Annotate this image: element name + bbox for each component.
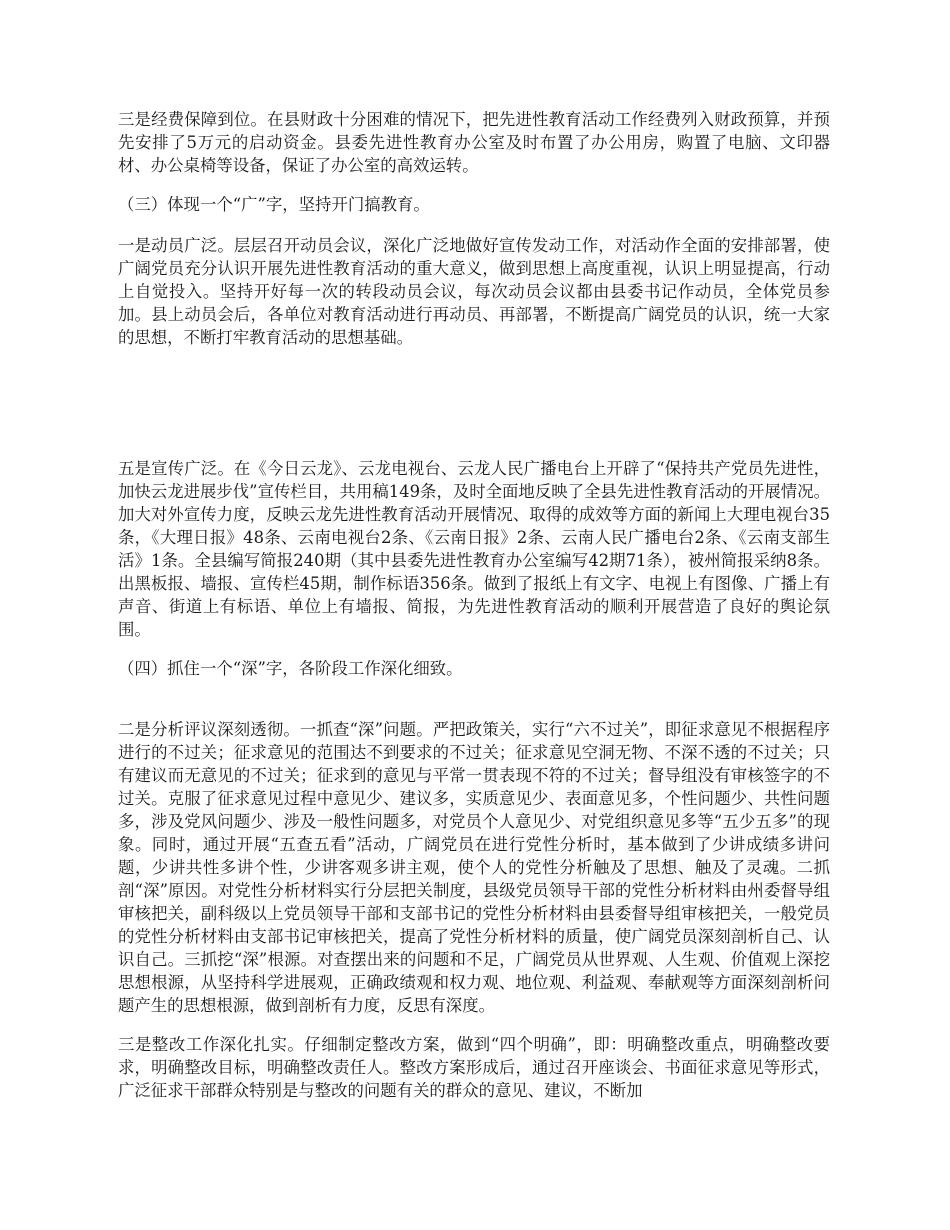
section-heading-4: （四）抓住一个“深”字，各阶段工作深化细致。 bbox=[118, 659, 463, 678]
paragraph-rectification: 三是整改工作深化扎实。仔细制定整改方案，做到“四个明确”，即：明确整改重点，明确整改要求，明确整改目标，明确整改责任人。整改方案形成后，通过召开座谈会、书面征求意见等形式，广泛征求干部群众特别是与整改的问题有关的群众的意见、建议，不断加 bbox=[118, 1035, 830, 1100]
paragraph-analysis: 二是分析评议深刻透彻。一抓查“深”问题。严把政策关，实行“六不过关”，即征求意见不根据程序进行的不过关；征求意见的范围达不到要求的不过关；征求意见空洞无物、不深不透的不过关；只有建议而无意见的不过关；征求到的意见与平常一贯表现不符的不过关；督导组没有审核签字的不过关。克服了征求意见过程中意见少、建议多，实质意见少、表面意见多，个性问题少、共性问题多，涉及党风问题少、涉及一般性问题多，对党员个人意见少、对党组织意见多等“五少五多”的现象。同时，通过开展“五查五看”活动，广阔党员在进行党性分析时，基本做到了少讲成绩多讲问题，少讲共性多讲个性，少讲客观多讲主观，使个人的党性分析触及了思想、触及了灵魂。二抓剖“深”原因。对党性分析材料实行分层把关制度，县级党员领导干部的党性分析材料由州委督导组审核把关，副科级以上党员领导干部和支部书记的党性分析材料由县委督导组审核把关，一般党员的党性分析材料由支部书记审核把关，提高了党性分析材料的质量，使广阔党员深刻剖析自己、认识自己。三抓挖“深”根源。对查摆出来的问题和不足，广阔党员从世界观、人生观、价值观上深挖思想根源，从坚持科学进展观，正确政绩观和权力观、地位观、利益观、奉献观等方面深刻剖析问题产生的思想根源，做到剖析有力度，反思有深度。 bbox=[118, 720, 830, 1015]
paragraph-funding: 三是经费保障到位。在县财政十分困难的情况下，把先进性教育活动工作经费列入财政预算，并预先安排了5万元的启动资金。县委先进性教育办公室及时布置了办公用房，购置了电脑、文印器材、办公桌椅等设备，保证了办公室的高效运转。 bbox=[118, 110, 830, 175]
paragraph-mobilization: 一是动员广泛。层层召开动员会议，深化广泛地做好宣传发动工作，对活动作全面的安排部署，使广阔党员充分认识开展先进性教育活动的重大意义，做到思想上高度重视，认识上明显提高，行动上自觉投入。坚持开好每一次的转段动员会议，每次动员会议都由县委书记作动员，全体党员参加。县上动员会后，各单位对教育活动进行再动员、再部署，不断提高广阔党员的认识，统一大家的思想，不断打牢教育活动的思想基础。 bbox=[118, 236, 830, 347]
paragraph-publicity: 五是宣传广泛。在《今日云龙》、云龙电视台、云龙人民广播电台上开辟了“保持共产党员先进性，加快云龙进展步伐”宣传栏目，共用稿149条，及时全面地反映了全县先进性教育活动的开展情况。加大对外宣传力度，反映云龙先进性教育活动开展情况、取得的成效等方面的新闻上大理电视台35条，《大理日报》48条、云南电视台2条、《云南日报》2条、云南人民广播电台2条、《云南支部生活》1条。全县编写简报240期（其中县委先进性教育办公室编写42期71条），被州简报采纳8条。出黑板报、墙报、宣传栏45期，制作标语356条。做到了报纸上有文字、电视上有图像、广播上有声音、街道上有标语、单位上有墙报、简报，为先进性教育活动的顺利开展营造了良好的舆论氛围。 bbox=[118, 459, 830, 639]
document-page bbox=[118, 108, 830, 1102]
section-heading-3: （三）体现一个“广”字，坚持开门搞教育。 bbox=[118, 195, 430, 214]
